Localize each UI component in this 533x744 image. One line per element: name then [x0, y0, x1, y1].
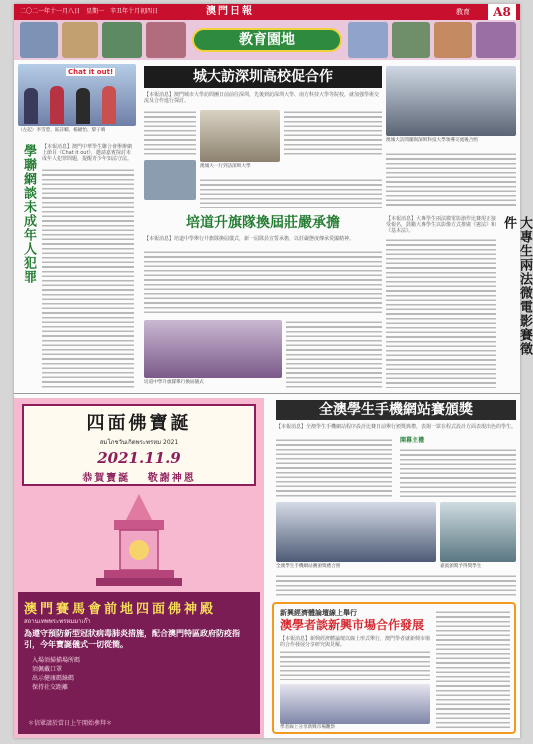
ad-slogan-left: 恭賀寶誕 — [82, 473, 131, 484]
shrine-base — [104, 570, 174, 578]
article-subtitle: 開幕主禮 — [400, 437, 425, 444]
ad-rule: 保持社交距離 — [32, 684, 69, 691]
article-body — [200, 178, 382, 208]
article-photo — [276, 502, 436, 562]
photo-caption: 澳城大訪問團與深圳科技大學領導交流後合照 — [386, 138, 478, 143]
section-title: 教育園地 — [192, 28, 342, 52]
photo-caption: 培道中學升旗隊舉行換屆儀式 — [144, 380, 204, 385]
ad-rule: 入場須掃描場所碼 — [32, 657, 81, 664]
page-header — [14, 4, 520, 20]
ad-notice-panel — [18, 592, 260, 734]
banner-photo — [476, 22, 516, 58]
issue-date: 二〇二一年十一月八日 星期一 辛丑年十月初四日 — [20, 8, 159, 15]
advertisement-four-faced-buddha — [14, 398, 264, 738]
article-body — [280, 650, 430, 680]
banner-photo — [20, 22, 58, 58]
article-body — [436, 610, 510, 728]
article-body — [386, 238, 496, 388]
newspaper-name: 澳門日報 — [206, 6, 254, 17]
ad-organizer-thai: สถานเทพพระพรหมมาเก๊า — [24, 618, 91, 625]
article-photo — [386, 66, 516, 136]
article-kicker: 新興經濟體論壇線上舉行 — [280, 609, 357, 617]
ad-header — [22, 404, 256, 486]
shrine-base — [96, 578, 182, 586]
ad-slogan-right: 敬謝神恩 — [147, 473, 196, 484]
ad-rules-list — [32, 656, 80, 692]
highlighted-article — [272, 602, 516, 734]
article-photo — [144, 320, 282, 378]
ad-footer: ＊信眾請於當日上午開始參拜＊ — [28, 720, 113, 727]
ad-organizer: 澳門賽馬會前地四面佛神殿 — [24, 602, 217, 617]
article-lead: 【本報消息】澳門城市大學訪問團日前前往深圳，先後到訪深圳大學、南方科技大學等院校，就加強學術交流及合作進行探討。 — [144, 92, 380, 104]
article-lead: 【本報消息】培道中學舉行升旗隊換屆儀式，新一屆隊員宣誓承擔，以莊嚴態度傳承愛國精神。 — [144, 236, 355, 242]
ad-slogan — [24, 469, 254, 484]
shrine-statue — [129, 540, 149, 560]
article-body — [276, 574, 516, 598]
photo-caption: （左起）李雪瑩、區詩嫻、楊穎怡、黎子晴 — [18, 128, 106, 133]
article-lead: 【本報消息】澳門中華學生聯合會舉辦網上節目《Chat it out》，邀請嘉賓探討未成年人犯罪問題，提醒青少年知法守法。 — [42, 144, 133, 162]
article-title: 全澳學生手機網站賽頒獎 — [276, 400, 516, 420]
divider — [14, 393, 520, 394]
ad-title: 四面佛寶誕 — [86, 413, 192, 434]
article-body — [284, 110, 382, 156]
article-title: 培道升旗隊換屆莊嚴承擔 — [186, 215, 340, 231]
article-body — [42, 168, 134, 390]
section-name: 教育 — [456, 8, 470, 16]
article-title: 城大訪深圳高校促合作 — [144, 66, 382, 88]
shrine-roof — [114, 520, 164, 530]
article-photo — [440, 502, 516, 562]
article-lead: 【本報消息】大專學生兩法微電影創作比賽現正接受報名，鼓勵大專學生以影像方式推廣《憲法》和《基本法》。 — [386, 216, 497, 234]
ad-date: 2021.11.9 — [97, 449, 181, 467]
shrine-spire — [126, 494, 152, 520]
article-photo — [144, 160, 196, 200]
banner-photo — [348, 22, 388, 58]
photo-caption: 全澳學生手機網站賽頒獎禮合照 — [276, 564, 341, 569]
article-title: 學聯網談未成年人犯罪 — [21, 144, 36, 284]
ad-rule: 須佩戴口罩 — [32, 666, 63, 673]
article-photo — [200, 110, 280, 162]
banner-photo — [62, 22, 98, 58]
banner-photo — [102, 22, 142, 58]
article-body — [144, 250, 382, 316]
article-title: 大專生兩法微電影賽徵件 — [501, 216, 532, 356]
photo-caption: 學者線上分享新興市場觀察 — [280, 725, 336, 730]
photo-caption: 嘉賓頒獎予得獎學生 — [440, 564, 482, 569]
ad-notice: 為遵守預防新型冠狀病毒肺炎措施，配合澳門特區政府防疫指引，今年寶誕儀式一切從簡。 — [24, 629, 240, 649]
newspaper-page — [14, 4, 532, 738]
ad-rule: 出示健康碼綠碼 — [32, 675, 75, 682]
article-photo — [18, 64, 136, 126]
article-body — [144, 110, 196, 156]
article-body — [400, 448, 516, 498]
photo-caption: 澳城大一行到訪深圳大學 — [200, 164, 251, 169]
article-body — [386, 152, 516, 208]
banner-photo — [392, 22, 430, 58]
article-lead: 【本報消息】新興經濟體論壇以線上形式舉行，澳門學者就新興市場的合作發展分享研究與見解。 — [280, 636, 431, 648]
shrine-illustration — [84, 492, 194, 592]
banner-photo — [434, 22, 472, 58]
article-photo — [280, 684, 430, 724]
article-body — [276, 438, 392, 498]
article-body — [286, 320, 382, 388]
ad-thai-text: สมโภชวันเกิดพระพรหม 2021 — [99, 439, 179, 446]
banner-photo — [146, 22, 186, 58]
page-number: A8 — [488, 4, 516, 20]
article-lead: 【本報消息】全澳學生手機網站程序設計比賽日前舉行頒獎典禮，表揚一眾在程式設計方面表現出色的學生。 — [276, 424, 517, 430]
photo-overlay-text: Chat it out! — [68, 68, 114, 76]
article-title: 澳學者談新興市場合作發展 — [280, 618, 425, 632]
section-banner — [14, 20, 520, 60]
